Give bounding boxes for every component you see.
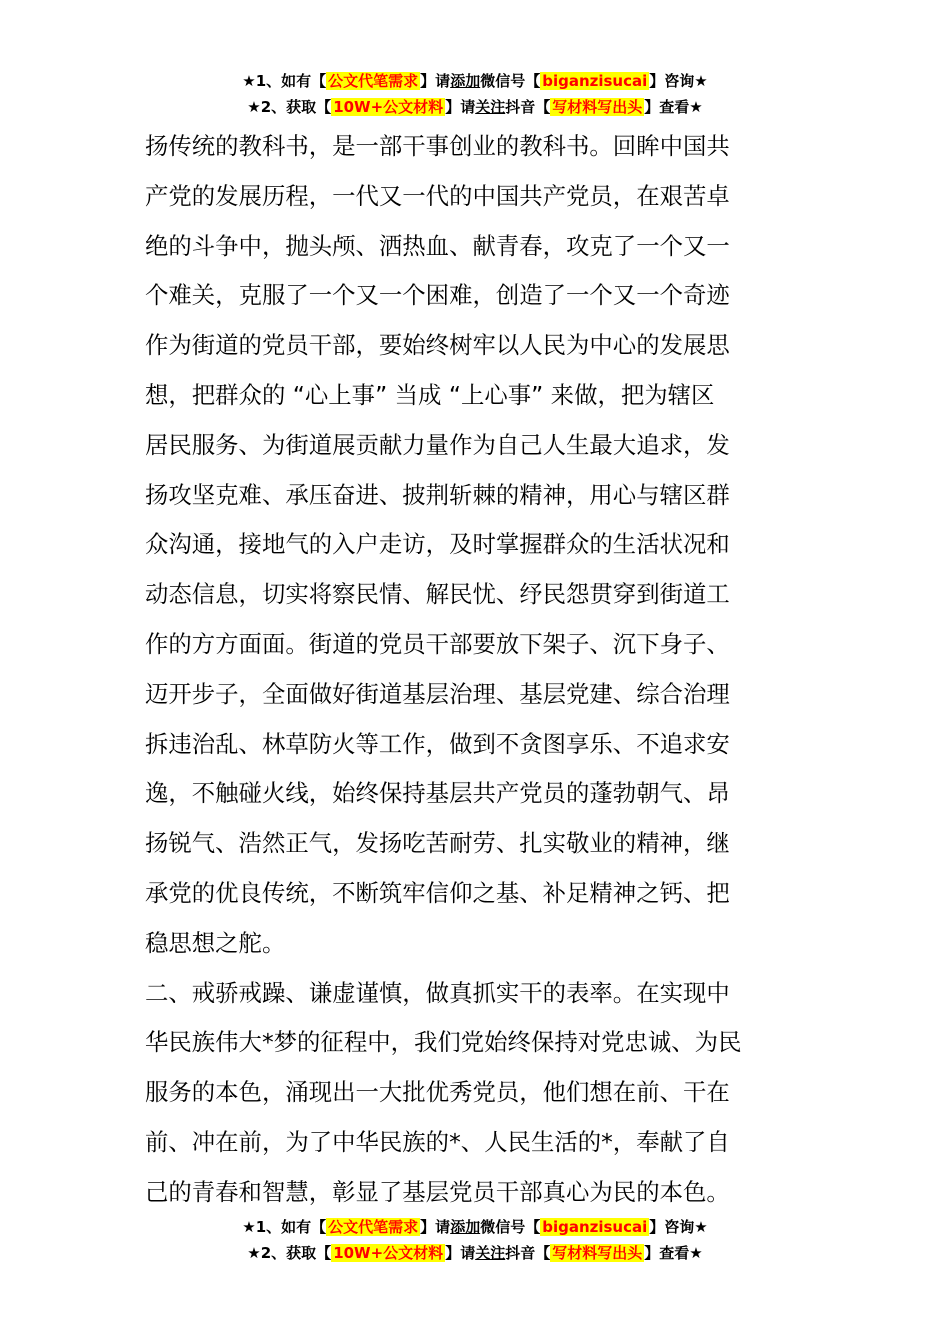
body-line: 扬锐气、浩然正气，发扬吃苦耐劳、扎实敬业的精神，继 [145,829,730,858]
highlight-wechat-id: biganzisucai [542,72,648,90]
highlight-douyin: 写材料写出头 [552,98,643,116]
highlight-service: 公文代笔需求 [328,72,419,90]
section-heading-line: 二、戒骄戒躁、谦虚谨慎，做真抓实干的表率。在实现中 [145,978,730,1007]
body-line: 己的青春和智慧，彰显了基层党员干部真心为民的本色。 [145,1177,730,1206]
body-line: 拆违治乱、林草防火等工作，做到不贪图享乐、不追求安 [145,729,730,758]
body-line: 想，把群众的 “心上事” 当成 “上心事” 来做，把为辖区 [145,380,715,409]
body-line: 居民服务、为街道展贡献力量作为自己人生最大追求，发 [145,430,730,459]
promo-line-2: ★2、获取【 10W+公文材料 】请关注抖音【 写材料写出头 】查看★ [247,98,703,116]
promo-banner-top [0,68,950,120]
document-body [145,122,810,1218]
body-line: 作为街道的党员干部，要始终树牢以人民为中心的发展思 [145,331,730,360]
highlight-materials: 10W+公文材料 [333,1244,444,1262]
body-line: 扬传统的教科书，是一部干事创业的教科书。回眸中国共 [145,132,730,160]
highlight-wechat-id: biganzisucai [542,1218,648,1236]
promo-line-1: ★1、如有【 公文代笔需求 】请添加微信号【 biganzisucai 】咨询★ [242,72,708,90]
highlight-douyin: 写材料写出头 [552,1244,643,1262]
promo-banner-bottom [0,1214,950,1266]
body-line: 迈开步子，全面做好街道基层治理、基层党建、综合治理 [145,679,730,708]
body-line: 绝的斗争中，抛头颅、洒热血、献青春，攻克了一个又一 [145,231,730,260]
body-line: 作的方方面面。街道的党员干部要放下架子、沉下身子、 [145,629,730,658]
body-line: 扬攻坚克难、承压奋进、披荆斩棘的精神，用心与辖区群 [145,480,730,509]
body-line: 动态信息，切实将察民情、解民忧、纾民怨贯穿到街道工 [145,580,730,609]
promo-line-2: ★2、获取【 10W+公文材料 】请关注抖音【 写材料写出头 】查看★ [247,1244,703,1262]
body-line: 众沟通，接地气的入户走访，及时掌握群众的生活状况和 [145,530,730,559]
body-line: 华民族伟大*梦的征程中，我们党始终保持对党忠诚、为民 [145,1028,742,1057]
body-line: 个难关，克服了一个又一个困难，创造了一个又一个奇迹 [145,281,730,310]
highlight-service: 公文代笔需求 [328,1218,419,1236]
body-line: 前、冲在前，为了中华民族的*、人民生活的*，奉献了自 [145,1127,730,1156]
body-line: 稳思想之舵。 [145,928,286,957]
promo-line-1: ★1、如有【 公文代笔需求 】请添加微信号【 biganzisucai 】咨询★ [242,1218,708,1236]
body-line: 逸，不触碰火线，始终保持基层共产党员的蓬勃朝气、昂 [145,779,730,808]
body-line: 服务的本色，涌现出一大批优秀党员，他们想在前、干在 [145,1078,730,1107]
highlight-materials: 10W+公文材料 [333,98,444,116]
body-line: 产党的发展历程，一代又一代的中国共产党员，在艰苦卓 [145,181,730,210]
body-line: 承党的优良传统，不断筑牢信仰之基、补足精神之钙、把 [145,878,730,907]
